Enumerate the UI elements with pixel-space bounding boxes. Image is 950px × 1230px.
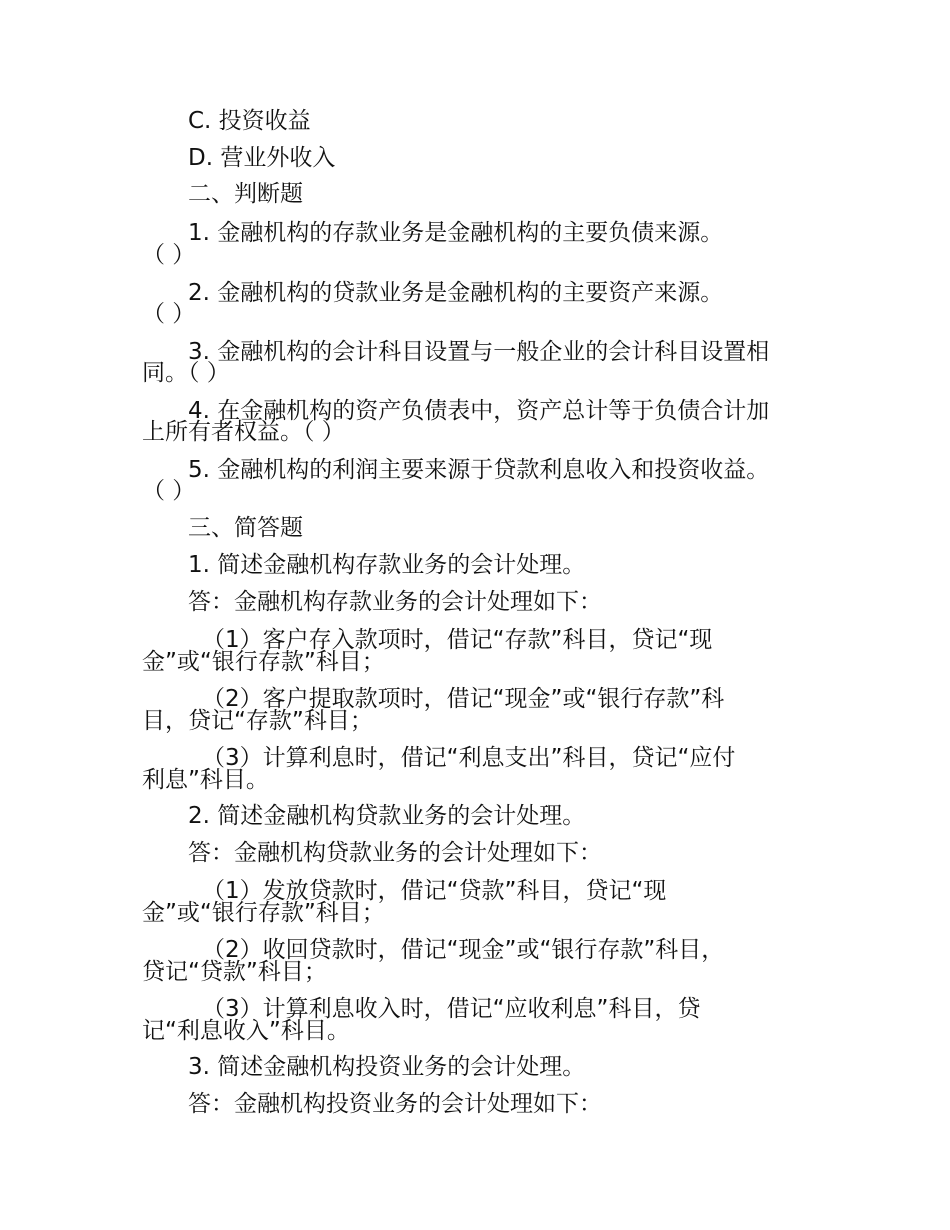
answer-1-item-3-line: （3）计算利息时，借记“利息支出”科目，贷记“应付 [202, 745, 736, 771]
question-2-paren: （ ） [142, 301, 196, 327]
question-5-line: 5. 金融机构的利润主要来源于贷款利息收入和投资收益。 [188, 457, 770, 483]
question-1-line: 1. 金融机构的存款业务是金融机构的主要负债来源。 [188, 220, 724, 246]
question-4-cont: 上所有者权益。（ ） [142, 419, 345, 445]
answer-1-item-1-cont: 金”或“银行存款”科目； [142, 649, 385, 675]
answer-1-item-2-line: （2）客户提取款项时，借记“现金”或“银行存款”科 [202, 686, 725, 712]
question-3-line: 3. 金融机构的会计科目设置与一般企业的会计科目设置相 [188, 339, 770, 365]
answer-2-item-1-line: （1）发放贷款时，借记“贷款”科目，贷记“现 [202, 878, 667, 904]
answer-2-item-2-line: （2）收回贷款时，借记“现金”或“银行存款”科目， [202, 937, 725, 963]
answer-1-item-3-cont: 利息”科目。 [142, 767, 269, 793]
question-5-paren: （ ） [142, 478, 196, 504]
answer-2-item-3-cont: 记“利息收入”科目。 [142, 1018, 350, 1044]
answer-1-intro: 答：金融机构存款业务的会计处理如下： [188, 589, 602, 615]
short-question-1: 1. 简述金融机构存款业务的会计处理。 [188, 552, 586, 578]
answer-1-item-1-line: （1）客户存入款项时，借记“存款”科目，贷记“现 [202, 627, 713, 653]
short-question-3: 3. 简述金融机构投资业务的会计处理。 [188, 1054, 586, 1080]
answer-1-item-2-cont: 目，贷记“存款”科目； [142, 708, 373, 734]
answer-2-item-1-cont: 金”或“银行存款”科目； [142, 900, 385, 926]
option-d: D. 营业外收入 [188, 145, 336, 171]
section-heading-true-false: 二、判断题 [188, 181, 303, 207]
section-heading-short-answer: 三、简答题 [188, 515, 303, 541]
question-3-cont: 同。（ ） [142, 360, 230, 386]
question-4-line: 4. 在金融机构的资产负债表中，资产总计等于负债合计加 [188, 398, 770, 424]
short-question-2: 2. 简述金融机构贷款业务的会计处理。 [188, 803, 586, 829]
answer-3-intro: 答：金融机构投资业务的会计处理如下： [188, 1091, 602, 1117]
answer-2-item-2-cont: 贷记“贷款”科目； [142, 959, 327, 985]
question-2-line: 2. 金融机构的贷款业务是金融机构的主要资产来源。 [188, 280, 724, 306]
answer-2-item-3-line: （3）计算利息收入时，借记“应收利息”科目，贷 [202, 996, 701, 1022]
question-1-paren: （ ） [142, 242, 196, 268]
option-c: C. 投资收益 [188, 108, 311, 134]
answer-2-intro: 答：金融机构贷款业务的会计处理如下： [188, 840, 602, 866]
